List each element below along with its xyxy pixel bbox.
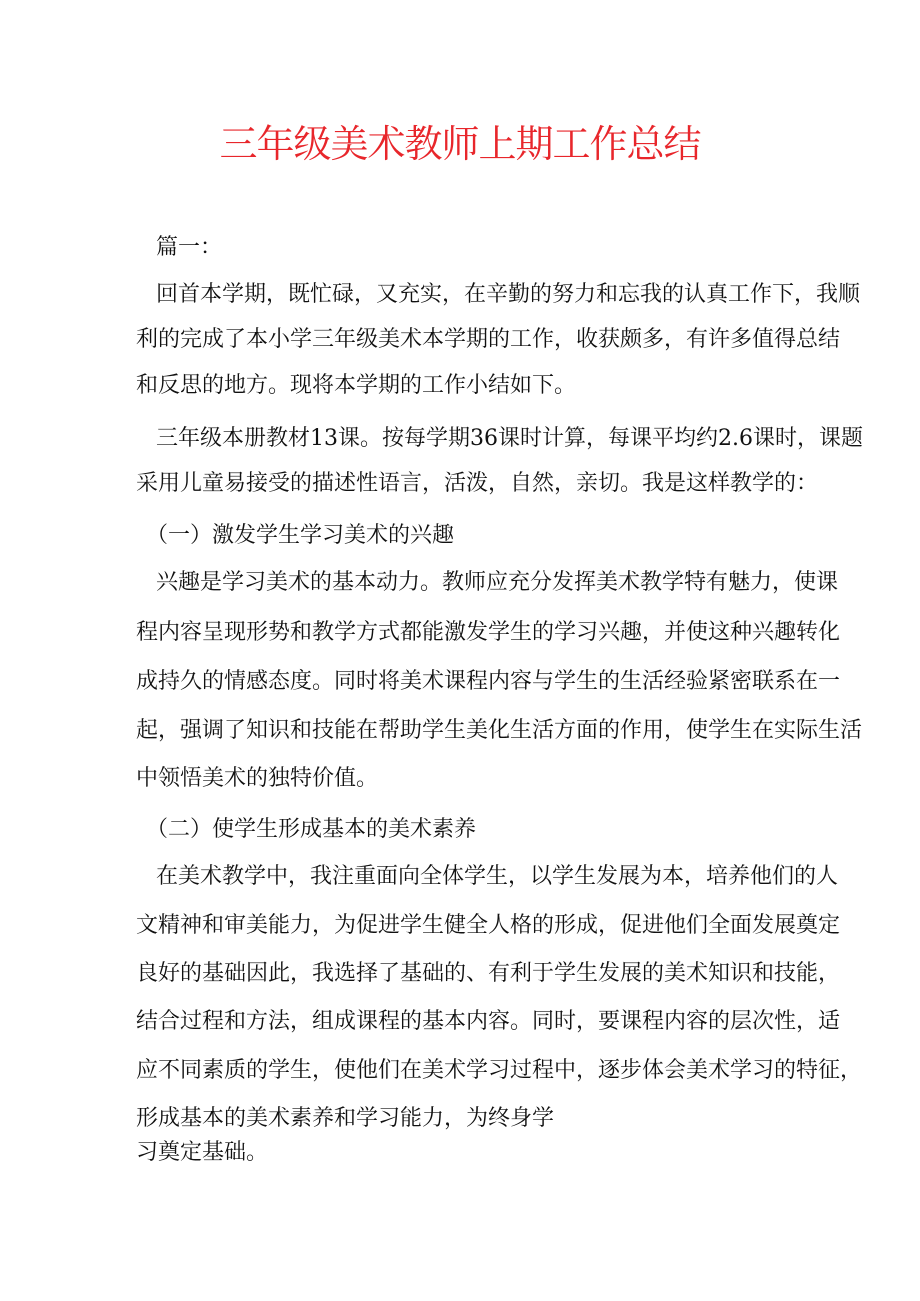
paragraph-line: 中领悟美术的独特价值。 (136, 766, 379, 791)
paragraph-line: 在美术教学中，我注重面向全体学生，以学生发展为本，培养他们的人 (156, 864, 839, 889)
paragraph-line: 起，强调了知识和技能在帮助学生美化生活方面的作用，使学生在实际生活 (136, 718, 863, 743)
paragraph-line: 形成基本的美术素养和学习能力，为终身学 (136, 1106, 555, 1131)
section-heading-2: （二）使学生形成基本的美术素养 (146, 817, 477, 842)
paragraph-line: 应不同素质的学生，使他们在美术学习过程中，逐步体会美术学习的特征， (136, 1058, 863, 1083)
paragraph-line: 良好的基础因此，我选择了基础的、有利于学生发展的美术知识和技能， (136, 961, 841, 986)
document-title: 三年级美术教师上期工作总结 (219, 122, 701, 166)
section-heading-1: （一）激发学生学习美术的兴趣 (146, 523, 455, 548)
paragraph-line: 采用儿童易接受的描述性语言，活泼，自然，亲切。我是这样教学的： (136, 471, 819, 496)
paragraph-line: 成持久的情感态度。同时将美术课程内容与学生的生活经验紧密联系在一 (136, 669, 841, 694)
paragraph-line: 兴趣是学习美术的基本动力。教师应充分发挥美术教学特有魅力，使课 (156, 570, 839, 595)
paragraph-line: 习奠定基础。 (136, 1140, 269, 1165)
label-part-one: 篇一： (156, 235, 223, 260)
paragraph-line: 回首本学期，既忙碌，又充实，在辛勤的努力和忘我的认真工作下，我顺 (156, 282, 861, 307)
paragraph-line: 和反思的地方。现将本学期的工作小结如下。 (136, 373, 577, 398)
paragraph-line: 结合过程和方法，组成课程的基本内容。同时，要课程内容的层次性，适 (136, 1009, 841, 1034)
paragraph-line: 三年级本册教材13课。按每学期36课时计算，每课平均约2.6课时，课题 (156, 426, 863, 451)
paragraph-line: 程内容呈现形势和教学方式都能激发学生的学习兴趣，并使这种兴趣转化 (136, 620, 841, 645)
paragraph-line: 文精神和审美能力，为促进学生健全人格的形成，促进他们全面发展奠定 (136, 913, 841, 938)
paragraph-line: 利的完成了本小学三年级美术本学期的工作，收获颇多，有许多值得总结 (136, 327, 841, 352)
